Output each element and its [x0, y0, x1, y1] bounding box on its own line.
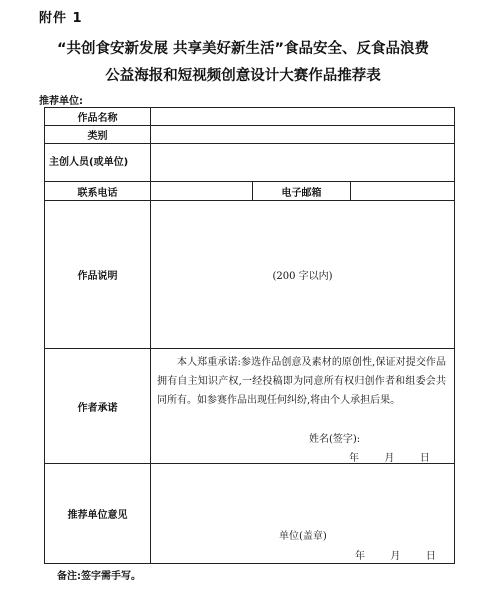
- category-row: [45, 126, 455, 144]
- recommendation-field[interactable]: [151, 464, 455, 564]
- author-row: [45, 144, 455, 182]
- pledge-label: 作者承诺: [45, 349, 151, 464]
- author-field[interactable]: [151, 144, 455, 182]
- footnote: 备注:签字需手写。: [57, 571, 141, 582]
- work-name-field[interactable]: [151, 108, 455, 126]
- pledge-text: 本人郑重承诺:参选作品创意及素材的原创性,保证对提交作品拥有自主知识产权,一经投稿即为同意所有权归创作者和组委会共同所有。如参赛作品出现任何纠纷,将由个人承担后果。: [157, 357, 447, 406]
- recommendation-label: 推荐单位意见: [45, 464, 151, 564]
- phone-field[interactable]: [151, 182, 253, 201]
- form-title-line2: 公益海报和短视频创意设计大赛作品推荐表: [105, 68, 381, 84]
- category-label: 类别: [45, 126, 151, 144]
- phone-label: 联系电话: [45, 182, 151, 201]
- recommendation-form-table: [44, 107, 455, 564]
- pledge-row: [45, 349, 455, 464]
- description-row: [45, 201, 455, 349]
- description-label: 作品说明: [45, 201, 151, 349]
- pledge-field: [151, 349, 455, 464]
- work-name-label: 作品名称: [45, 108, 151, 126]
- recommending-unit-label: 推荐单位:: [39, 96, 83, 107]
- attachment-label: 附件 1: [39, 11, 83, 26]
- recommendation-date: 年 月 日: [355, 551, 436, 562]
- description-field[interactable]: [151, 201, 455, 349]
- work-name-row: [45, 108, 455, 126]
- contact-row: [45, 182, 455, 201]
- signature-label: 姓名(签字):: [309, 434, 361, 445]
- description-hint: (200 字以内): [272, 271, 333, 282]
- email-field[interactable]: [351, 182, 455, 201]
- recommendation-row: [45, 464, 455, 564]
- email-label: 电子邮箱: [253, 182, 351, 201]
- category-field[interactable]: [151, 126, 455, 144]
- pledge-date: 年 月 日: [349, 453, 430, 464]
- form-title-line1: “共创食安新发展 共享美好新生活”食品安全、反食品浪费: [56, 41, 430, 57]
- unit-seal-label: 单位(盖章): [279, 531, 327, 542]
- author-label: 主创人员(或单位): [45, 144, 151, 182]
